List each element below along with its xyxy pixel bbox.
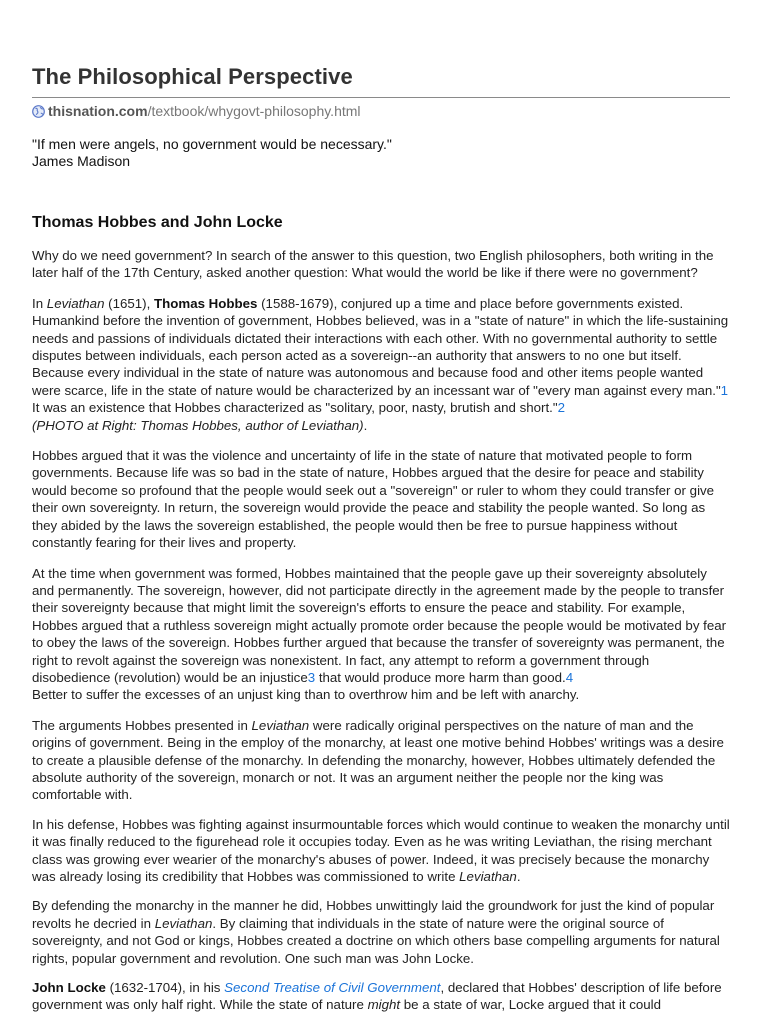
- text-span: be a state of war, Locke argued that it could: [400, 997, 662, 1013]
- paragraph-hobbes-defense: [32, 816, 730, 886]
- text-span: were radically original perspectives on the nature of man and the origins of government. Being in the employ of the monarchy, at least one motive behind Hobbes' writings was a desire to create a plausible defense of the monarchy. In defending the monarchy, however, Hobbes ultimately defended the absolute authority of the sovereign, monarch or not. It was an argument neither the people nor the king was comfortable with.: [32, 717, 724, 803]
- footnote-link-1[interactable]: 1: [720, 382, 729, 398]
- text-span: (1651),: [104, 295, 154, 311]
- text-span: .: [363, 417, 368, 433]
- second-treatise-link[interactable]: Second Treatise of Civil Government: [224, 980, 441, 996]
- text-span: (1632-1704), in his: [105, 980, 225, 996]
- source-attribution[interactable]: [32, 103, 730, 119]
- book-title-leviathan: Leviathan: [459, 869, 517, 884]
- photo-caption: (PHOTO at Right: Thomas Hobbes, author of Leviathan): [32, 417, 364, 433]
- text-span: In his defense, Hobbes was fighting against insurmountable forces which would continue to weaken the monarchy until it was finally reduced to the figurehead role it occupies today. Even as he was writing Leviathan, the rising merchant class was growing ever wearier of the monarchy's abuses of power. Indeed, it was precisely because the monarchy was already losing its credibility that Hobbes was commissioned to write: [32, 816, 730, 884]
- paragraph-hobbes-groundwork: [32, 897, 730, 967]
- paragraph-hobbes-arguments: [32, 717, 730, 804]
- footnote-link-3[interactable]: 3: [307, 669, 316, 685]
- text-span: By defending the monarchy in the manner he did, Hobbes unwittingly laid the groundwork for just the kind of popular revolts he decried in: [32, 898, 715, 931]
- epigraph-quote: "If men were angels, no government would be necessary.": [32, 136, 392, 152]
- text-span: . By claiming that individuals in the state of nature were the original source of sovereignty, and not God or kings, Hobbes created a doctrine on which others base compelling arguments for natural rights, popular government and revolution. One such man was John Locke.: [32, 915, 720, 966]
- paragraph-hobbes-permanence: [32, 565, 730, 704]
- text-span: In: [32, 295, 47, 311]
- source-domain[interactable]: thisnation.com: [48, 103, 148, 119]
- name-john-locke: John Locke: [32, 980, 106, 996]
- page-title: The Philosophical Perspective: [32, 64, 353, 89]
- title-divider: [32, 97, 730, 98]
- text-span: that would produce more harm than good.: [315, 669, 566, 685]
- text-span: , declared that Hobbes' description of life before government was only half right. While the state of nature: [32, 980, 722, 1013]
- text-span: It was an existence that Hobbes characterized as "solitary, poor, nasty, brutish and short.": [32, 400, 558, 416]
- book-title-leviathan: Leviathan: [46, 295, 105, 311]
- text-span: The arguments Hobbes presented in: [32, 717, 252, 733]
- section-heading: Thomas Hobbes and John Locke: [32, 214, 283, 231]
- paragraph-locke: [32, 979, 730, 1014]
- text-span: Better to suffer the excesses of an unjust king than to overthrow him and be left with anarchy.: [32, 687, 580, 703]
- text-span: .: [516, 869, 521, 884]
- book-title-leviathan: Leviathan: [154, 915, 213, 931]
- globe-icon: [32, 105, 45, 118]
- footnote-link-4[interactable]: 4: [565, 669, 574, 685]
- paragraph-hobbes-state-of-nature: [32, 295, 730, 434]
- name-thomas-hobbes: Thomas Hobbes: [154, 295, 258, 311]
- text-span: At the time when government was formed, Hobbes maintained that the people gave up their sovereignty absolutely and permanently. The sovereign, however, did not participate directly in the agreement made by the people to transfer their sovereignty because that might limit the sovereign's efforts to ensure the peace and stability. For example, Hobbes argued that a ruthless sovereign might actually promote order because the people would be motivated by fear to obey the laws of the sovereign. Hobbes further argued that because the transfer of sovereignty was permanent, the right to revolt against the sovereign was nonexistent. In fact, any attempt to reform a government through disobedience (revolution) would be an injustice: [32, 565, 727, 685]
- text-span: (1588-1679), conjured up a time and place before governments existed. Humankind before the invention of government, Hobbes believed, was in a "state of nature" in which the life-sustaining needs and passions of individuals dictated their interactions with each other. With no governmental authority to settle disputes between individuals, each person acted as a sovereign--an authority that answers to no one but itself. Because every individual in the state of nature was autonomous and because food and other items people wanted were scarce, life in the state of nature would be characterized by an incessant war of "every man against every man.": [32, 295, 729, 398]
- epigraph: [32, 136, 730, 170]
- paragraph-hobbes-sovereign: Hobbes argued that it was the violence and uncertainty of life in the state of nature that motivated people to form governments. Because life was so bad in the state of nature, Hobbes argued that the desire for peace and stability would become so profound that the people would seek out a "sovereign" or ruler to whom they could transfer or give their own sovereignty. In return, the sovereign would provide the peace and stability the people wanted. So long as they abided by the laws the sovereign established, the people would then be free to pursue happiness without constantly fearing for their lives and property.: [32, 448, 715, 551]
- epigraph-author: James Madison: [32, 153, 131, 169]
- paragraph-intro: Why do we need government? In search of the answer to this question, two English philosophers, both writing in the later half of the 17th Century, asked another question: What would the world be like if there were no government?: [32, 248, 714, 281]
- source-path[interactable]: /textbook/whygovt-philosophy.html: [147, 103, 361, 119]
- book-title-leviathan: Leviathan: [251, 717, 310, 733]
- emphasis-might: might: [367, 997, 401, 1013]
- footnote-link-2[interactable]: 2: [557, 400, 565, 416]
